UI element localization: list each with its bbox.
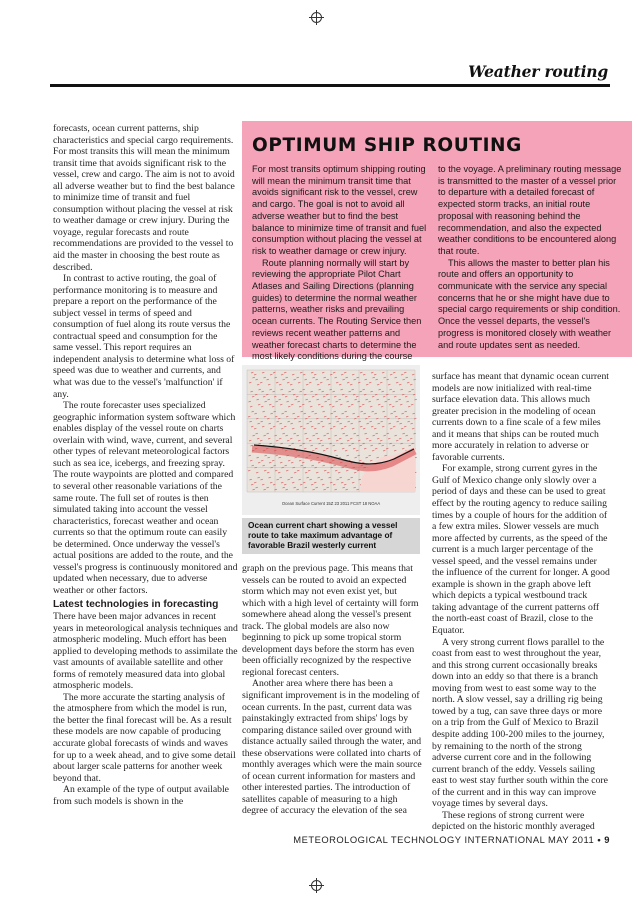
sidebar-column-2	[438, 164, 626, 351]
sidebar-optimum-ship-routing	[242, 121, 632, 362]
column-2-paragraph: Another area where there has been a significant improvement is in the modeling of ocean currents. In the past, current data was painstakingly extracted from ships' logs by comparing distance sailed over ground with distance actually sailed through the water, and these observations were collated into charts of monthly averages which were the main source of ocean current information for masters and other interested parties. The introduction of satellites capable of measuring to a high degree of accuracy the elevation of the sea	[242, 678, 422, 817]
column-3-paragraph: A very strong current flows parallel to the coast from east to west throughout the year, and this strong current occasionally breaks down into an eddy so that there is a branch moving from west to east some way to the north. A slow vessel, say a drilling rig being towed by a tug, can save three days or more on a trip from the Gulf of Mexico to Brazil despite adding 100-200 miles to the journey, by remaining to the north of the strong adverse current core and in the following current branch of the eddy. Vessels sailing east to west stay further south within the core of the current and in this way can improve voyage times by several days.	[432, 636, 608, 810]
column-3	[432, 371, 610, 833]
column-1-paragraph: There have been major advances in recent years in meteorological analysis techniques and atmospheric modeling. Much effort has been applied to developing methods to assimilate the vast amounts of available satellite and other forms of remotely measured data into global atmospheric models.	[53, 610, 238, 692]
figure-caption: Ocean current chart showing a vessel route to take maximum advantage of favorable Brazil westerly current	[242, 518, 420, 554]
sidebar-paragraph: to the voyage. A preliminary routing message is transmitted to the master of a vessel prior to departure with a detailed forecast of expected storm tracks, an initial route proposal with reasoning behind the recommendation, and also the expected weather conditions to be encountered along that route.	[438, 164, 622, 256]
column-1-paragraph: In contrast to active routing, the goal of performance monitoring is to measure and prepare a report on the performance of the subject vessel in terms of speed and consumption of fuel along its route versus the contractual speed and consumption for the same vessel. This report requires an independent analysis to determine what loss of speed was due to weather and currents, and what was due to the vessel's 'malfunction' if any.	[53, 273, 235, 400]
footer-publication: METEOROLOGICAL TECHNOLOGY INTERNATIONAL MAY 2011	[293, 834, 595, 845]
column-1-paragraph: forecasts, ocean current patterns, ship characteristics and special cargo requirements. For most transits this will mean the minimum transit time that avoids significant risk to the vessel, crew and cargo. The aim is not to avoid all adverse weather but to find the best balance to minimize time of transit and fuel consumption without placing the vessel at risk to weather damage or crew injury. During the voyage, regular forecasts and route recommendations are provided to the vessel to aid the master in choosing the best route as described.	[53, 123, 235, 273]
title-rule	[50, 84, 610, 87]
ocean-current-chart	[242, 365, 420, 515]
footer-bullet: •	[597, 834, 602, 845]
column-3-paragraph: For example, strong current gyres in the Gulf of Mexico change only slowly over a period of days and these can be used to great effect by the routing agency to reduce sailing times by a couple of hours for the addition of a few extra miles. Slower vessels are much more affected by currents, as the speed of the current is a much larger percentage of the vessel speed, and the vessel remains under the influence of the current for longer. A good example is shown in the graph above left which depicts a typical westbound track taking advantage of the current patterns off the north-east coast of Brazil, close to the Equator.	[432, 463, 610, 637]
page-footer	[293, 834, 610, 845]
column-3-paragraph: surface has meant that dynamic ocean current models are now initialized with real-time surface elevation data. This allows much greater precision in the modeling of ocean currents down to a fine scale of a few miles and it means that ships can be routed much more accurately in relation to adverse or favorable currents.	[432, 371, 609, 463]
column-1-paragraph: An example of the type of output available from such models is shown in the	[53, 784, 229, 807]
sidebar-paragraph: Route planning normally will start by reviewing the appropriate Pilot Chart Atlases and Sailing Directions (planning guides) to determine the normal weather patterns, weather risks and prevailing ocean currents. The Routing Service then reviews recent weather patterns and weather forecast charts to determine the most likely conditions during the course	[252, 257, 422, 362]
ocean-current-map	[242, 365, 420, 515]
subheading-latest-technologies: Latest technologies in forecasting	[53, 599, 219, 611]
column-3-paragraph: These regions of strong current were depicted on the historic monthly averaged	[432, 809, 595, 833]
column-2	[242, 563, 422, 817]
sidebar-column-1	[252, 164, 428, 363]
chart-footer-label: Ocean Surface Current 15Z 23 2011 FCST 18 NOAA	[281, 501, 381, 506]
footer-page-number: 9	[604, 834, 610, 845]
column-2-paragraph: graph on the previous page. This means that vessels can be routed to avoid an expected storm which may not even exist yet, but which with a high level of certainty will form somewhere ahead along the vessel's present track. The global models are also now beginning to pick up some tropical storm development days before the storm has even been officially recognized by the respective regional forecast centers.	[242, 563, 419, 678]
registration-mark-bottom	[311, 880, 322, 891]
column-1-paragraph: The more accurate the starting analysis of the atmosphere from which the model is run, the better the final forecast will be. As a result these models are now capable of producing accurate global forecasts of winds and waves for up to a week ahead, and to give some detail about larger scale patterns for another week beyond that.	[53, 691, 236, 784]
sidebar-paragraph: This allows the master to better plan his route and offers an opportunity to communicate with the service any special concerns that he or she might have due to special cargo requirements or ship condition. Once the vessel departs, the vessel's progress is monitored closely with weather and route updates sent as needed.	[438, 257, 621, 350]
column-1-paragraph: The route forecaster uses specialized geographic information system software which enables display of the vessel route on charts overlain with wind, wave, current, and several other types of relevant meteorological factors such as sea ice, icebergs, and freezing spray. The route waypoints are plotted and compared to several other reasonable variations of the same route. The full set of routes is then simulated taking into account the vessel characteristics, forecast weather and ocean currents so that the optimum route can easily be determined. Once underway the vessel's actual positions are added to the route, and the vessel's progress is continuously monitored and updated when necessary, due to adverse weather or other factors.	[53, 400, 238, 596]
sidebar-title: OPTIMUM SHIP ROUTING	[252, 135, 522, 156]
registration-mark-top	[311, 12, 322, 23]
column-1	[53, 123, 238, 807]
section-title: Weather routing	[468, 62, 608, 81]
sidebar-paragraph: For most transits optimum shipping routing will mean the minimum transit time that avoids significant risk to the vessel, crew and cargo. The goal is not to avoid all adverse weather but to find the best balance to minimize time of transit and fuel consumption without placing the vessel at risk to weather damage or crew injury.	[252, 164, 427, 256]
